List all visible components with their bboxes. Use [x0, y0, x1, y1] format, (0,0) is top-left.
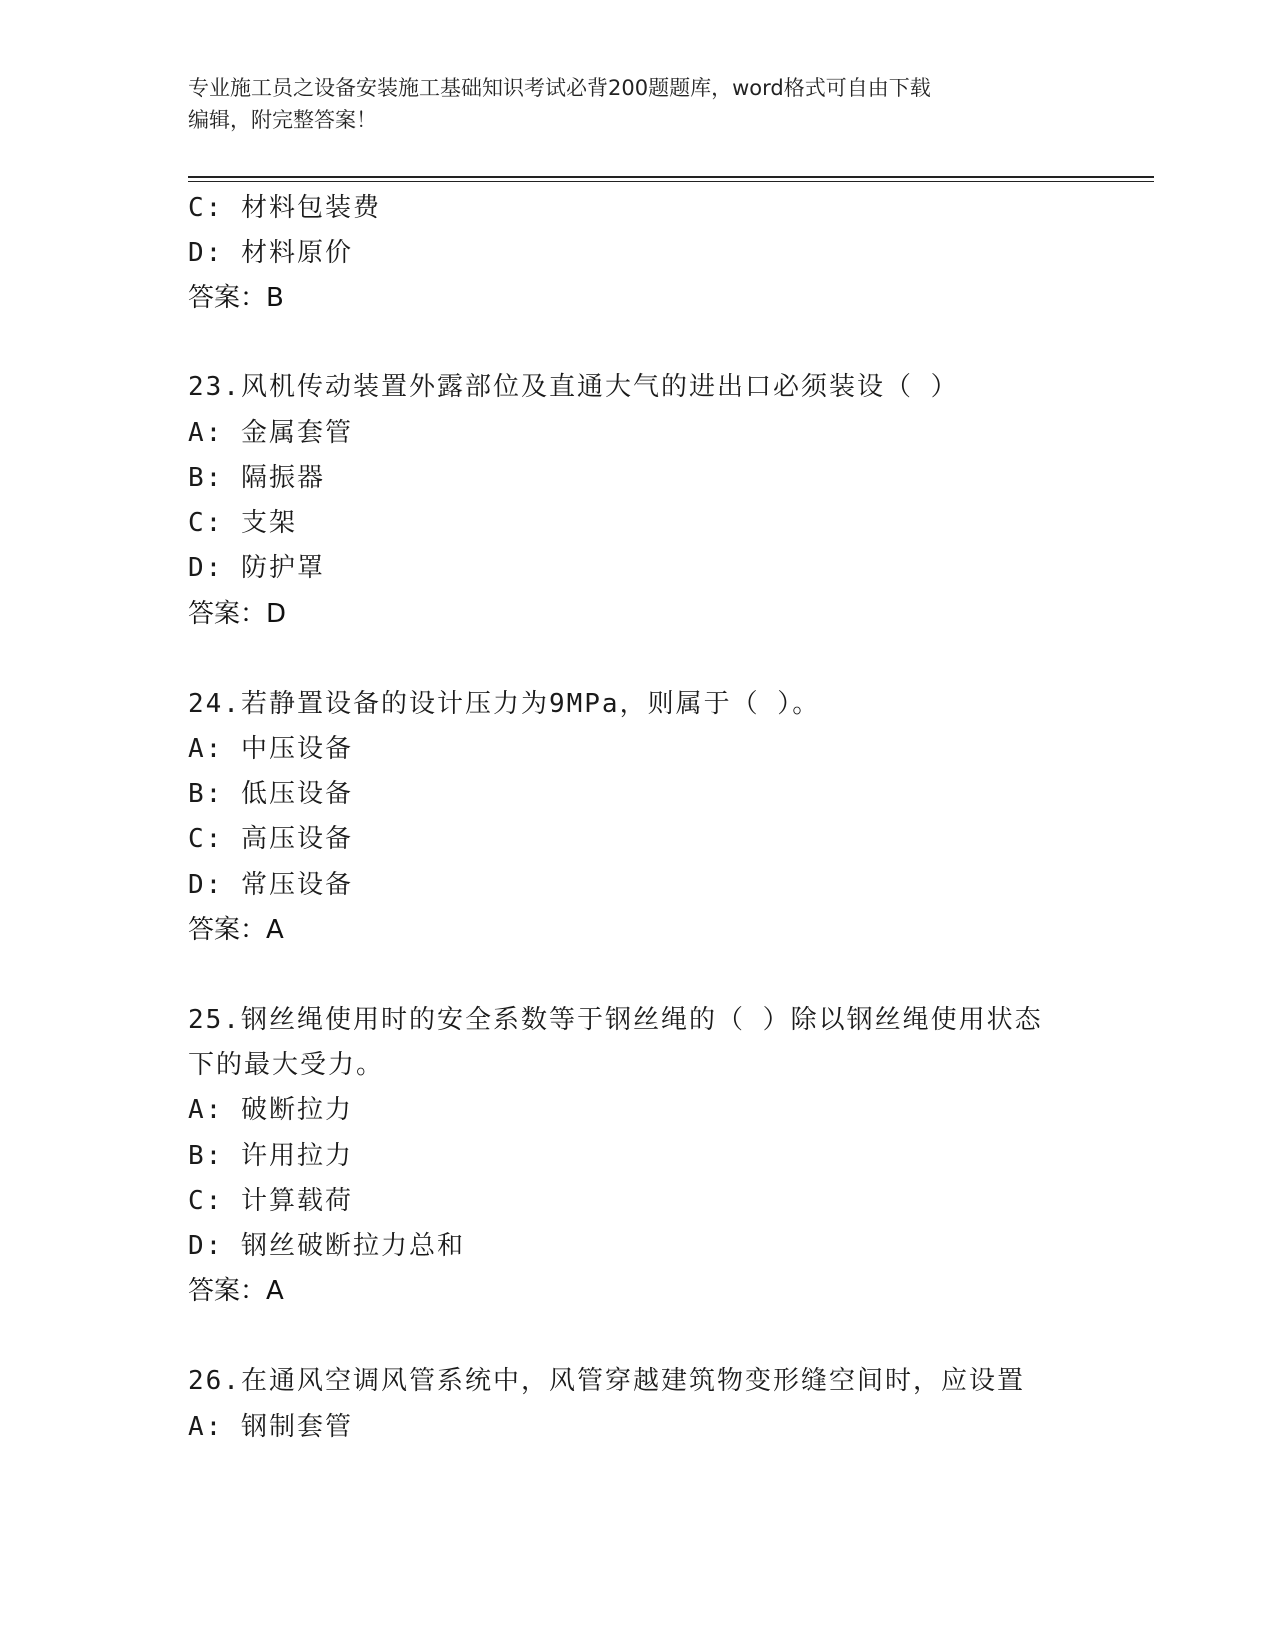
question-24-option-b: B: 低压设备 — [188, 779, 353, 809]
question-25-option-a: A: 破断拉力 — [188, 1095, 353, 1125]
question-24-option-c: C: 高压设备 — [188, 824, 353, 854]
question-25-answer: 答案：A — [188, 1276, 284, 1306]
question-24-stem: 24.若静置设备的设计压力为9MPa，则属于（ ）。 — [188, 689, 821, 719]
question-25-stem-line-1: 25.钢丝绳使用时的安全系数等于钢丝绳的（ ）除以钢丝绳使用状态 — [188, 1005, 1043, 1035]
question-25-option-d: D: 钢丝破断拉力总和 — [188, 1231, 465, 1261]
header-divider — [188, 176, 1154, 178]
question-25-option-c: C: 计算载荷 — [188, 1186, 353, 1216]
prev-option-d: D: 材料原价 — [188, 238, 353, 268]
prev-option-c: C: 材料包装费 — [188, 193, 381, 223]
question-23-option-a: A: 金属套管 — [188, 418, 353, 448]
header-line-2: 编辑，附完整答案！ — [188, 108, 377, 132]
question-25-stem-line-2: 下的最大受力。 — [188, 1050, 385, 1080]
question-25-option-b: B: 许用拉力 — [188, 1141, 353, 1171]
prev-answer: 答案：B — [188, 283, 284, 313]
question-23-option-c: C: 支架 — [188, 508, 297, 538]
question-26-stem: 26.在通风空调风管系统中，风管穿越建筑物变形缝空间时，应设置 — [188, 1366, 1025, 1396]
question-23-option-b: B: 隔振器 — [188, 463, 325, 493]
question-23-answer: 答案：D — [188, 599, 287, 629]
question-23-option-d: D: 防护罩 — [188, 553, 325, 583]
document-header — [188, 72, 1088, 136]
question-24-option-d: D: 常压设备 — [188, 870, 353, 900]
header-divider-thin — [188, 181, 1154, 182]
question-24-option-a: A: 中压设备 — [188, 734, 353, 764]
header-line-1: 专业施工员之设备安装施工基础知识考试必背200题题库，word格式可自由下载 — [188, 76, 931, 100]
question-23-stem: 23.风机传动装置外露部位及直通大气的进出口必须装设（ ） — [188, 372, 959, 402]
question-24-answer: 答案：A — [188, 915, 284, 945]
question-26-option-a: A: 钢制套管 — [188, 1412, 353, 1442]
